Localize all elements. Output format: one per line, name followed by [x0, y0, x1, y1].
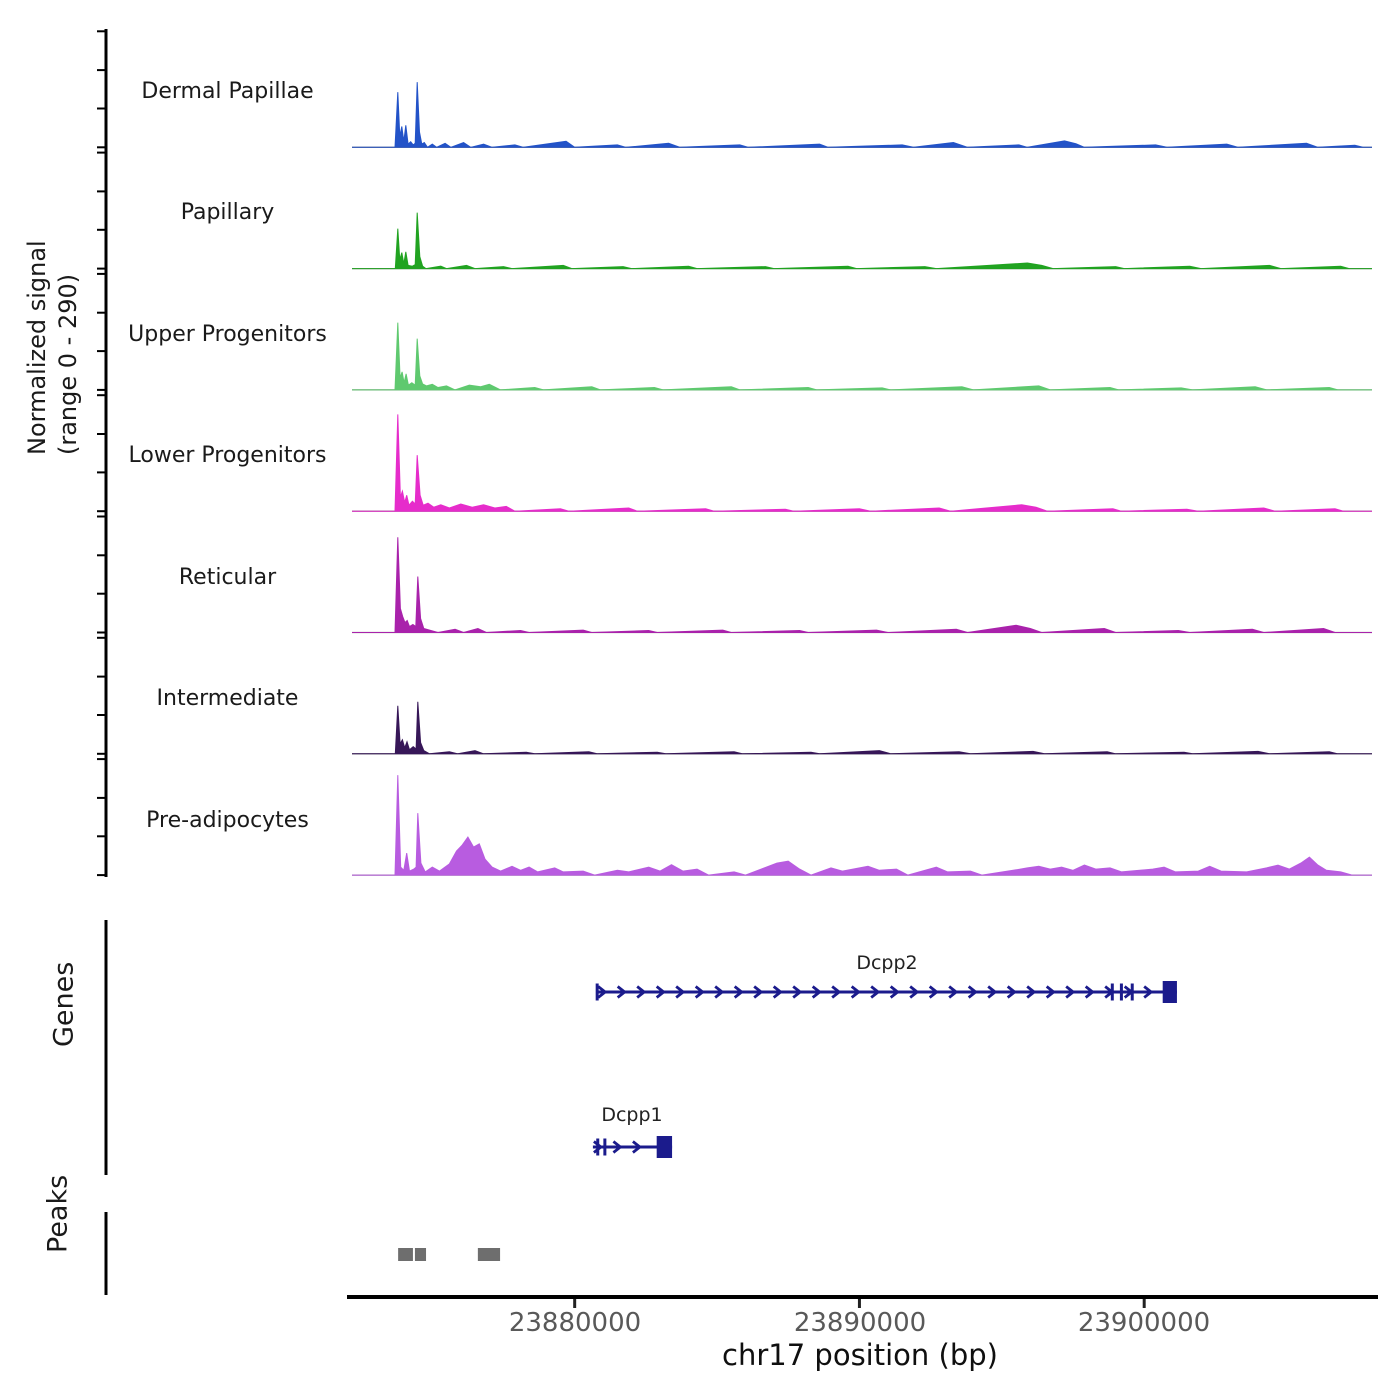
track-label-papillary: Papillary: [180, 200, 275, 225]
peak-interval: [398, 1248, 413, 1261]
track-label-pre-adipocytes: Pre-adipocytes: [146, 808, 309, 833]
terminal-exon-Dcpp1: [657, 1136, 672, 1158]
track-label-upper-progenitors: Upper Progenitors: [128, 322, 327, 347]
signal-area-lower-progenitors: [352, 414, 1372, 511]
x-tick-label-23880000: 23880000: [508, 1308, 642, 1338]
signal-area-dermal-papillae: [352, 82, 1372, 147]
terminal-exon-Dcpp2: [1163, 981, 1177, 1003]
track-label-lower-progenitors: Lower Progenitors: [128, 443, 327, 468]
gene-label-dcpp1: Dcpp1: [601, 1104, 663, 1126]
signal-area-papillary: [352, 213, 1372, 269]
x-axis-title: chr17 position (bp): [722, 1338, 998, 1372]
gene-label-dcpp2: Dcpp2: [856, 952, 918, 974]
track-label-reticular: Reticular: [178, 565, 277, 590]
peak-interval: [415, 1248, 426, 1261]
x-tick-label-23890000: 23890000: [793, 1308, 927, 1338]
signal-area-upper-progenitors: [352, 323, 1372, 390]
track-label-dermal-papillae: Dermal Papillae: [141, 79, 314, 104]
signal-area-pre-adipocytes: [352, 775, 1372, 875]
peak-interval: [478, 1248, 500, 1261]
signal-area-reticular: [352, 537, 1372, 632]
x-tick-label-23900000: 23900000: [1077, 1308, 1211, 1338]
track-label-intermediate: Intermediate: [156, 686, 299, 711]
genome-browser-figure: Dermal Papillae Papillary Upper Progenitors Lower Progenitors Reticular Intermediate Pre-adipocytes Normalized signal (range 0 - 290) Genes Peaks Dcpp2 Dcpp1 23880000 23890000 23900000 chr17 position (bp): [0, 0, 1400, 1400]
signal-area-intermediate: [352, 702, 1372, 754]
